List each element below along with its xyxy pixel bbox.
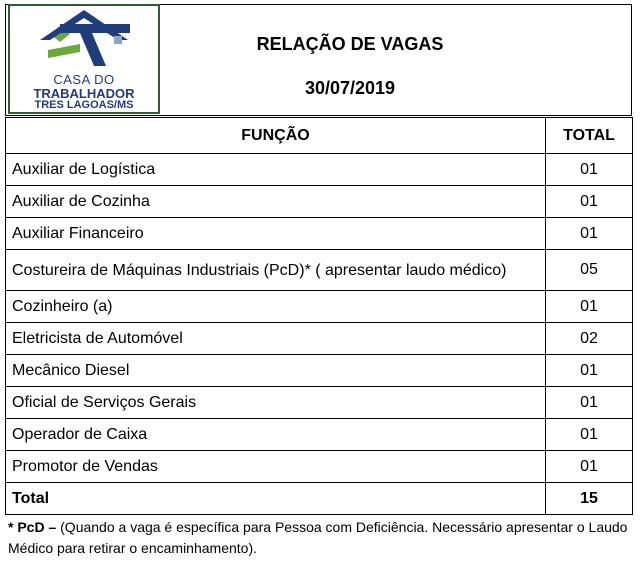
footer-label-cell: Total — [6, 483, 546, 515]
total-cell: 02 — [546, 323, 633, 355]
footer-total-cell: 15 — [546, 483, 633, 515]
footnote-term: * PcD – — [8, 519, 57, 535]
function-cell: Mecânico Diesel — [6, 355, 546, 387]
column-header-total: TOTAL — [546, 118, 633, 154]
total-cell: 01 — [546, 186, 633, 218]
logo-emblem-icon — [10, 6, 158, 72]
total-cell: 01 — [546, 419, 633, 451]
function-cell: Auxiliar de Cozinha — [6, 186, 546, 218]
vacancies-table — [5, 117, 633, 515]
function-cell: Operador de Caixa — [6, 419, 546, 451]
table-row — [6, 387, 633, 419]
total-cell: 01 — [546, 387, 633, 419]
total-cell: 01 — [546, 451, 633, 483]
total-cell: 01 — [546, 218, 633, 250]
total-cell: 01 — [546, 355, 633, 387]
table-row — [6, 218, 633, 250]
page-date: 30/07/2019 — [304, 78, 396, 98]
function-cell: Auxiliar de Logística — [6, 154, 546, 186]
table-row — [6, 186, 633, 218]
function-cell: Costureira de Máquinas Industriais (PcD)* ( apresentar laudo médico) — [6, 250, 546, 291]
footnote — [8, 517, 633, 559]
page-title: RELAÇÃO DE VAGAS — [256, 34, 444, 54]
logo-text-line2: TRABALHADOR — [33, 86, 135, 101]
logo-text-line3: TRES LAGOAS/MS — [34, 99, 134, 111]
table-row — [6, 250, 633, 291]
logo-text-line1: CASA DO — [53, 72, 115, 87]
table-footer-row — [6, 483, 633, 515]
total-cell: 05 — [546, 250, 633, 291]
function-cell: Oficial de Serviços Gerais — [6, 387, 546, 419]
function-cell: Promotor de Vendas — [6, 451, 546, 483]
total-cell: 01 — [546, 291, 633, 323]
column-header-function: FUNÇÃO — [6, 118, 546, 154]
function-cell: Cozinheiro (a) — [6, 291, 546, 323]
total-cell: 01 — [546, 154, 633, 186]
table-row — [6, 154, 633, 186]
table-row — [6, 355, 633, 387]
table-header-row — [6, 118, 633, 154]
table-row — [6, 323, 633, 355]
casa-do-trabalhador-logo — [8, 4, 160, 114]
table-row — [6, 291, 633, 323]
function-cell: Eletricista de Automóvel — [6, 323, 546, 355]
table-row — [6, 419, 633, 451]
function-cell: Auxiliar Financeiro — [6, 218, 546, 250]
table-row — [6, 451, 633, 483]
footnote-text: (Quando a vaga é específica para Pessoa com Deficiência. Necessário apresentar o Laudo Médico para retirar o encaminhamento). — [8, 519, 628, 556]
